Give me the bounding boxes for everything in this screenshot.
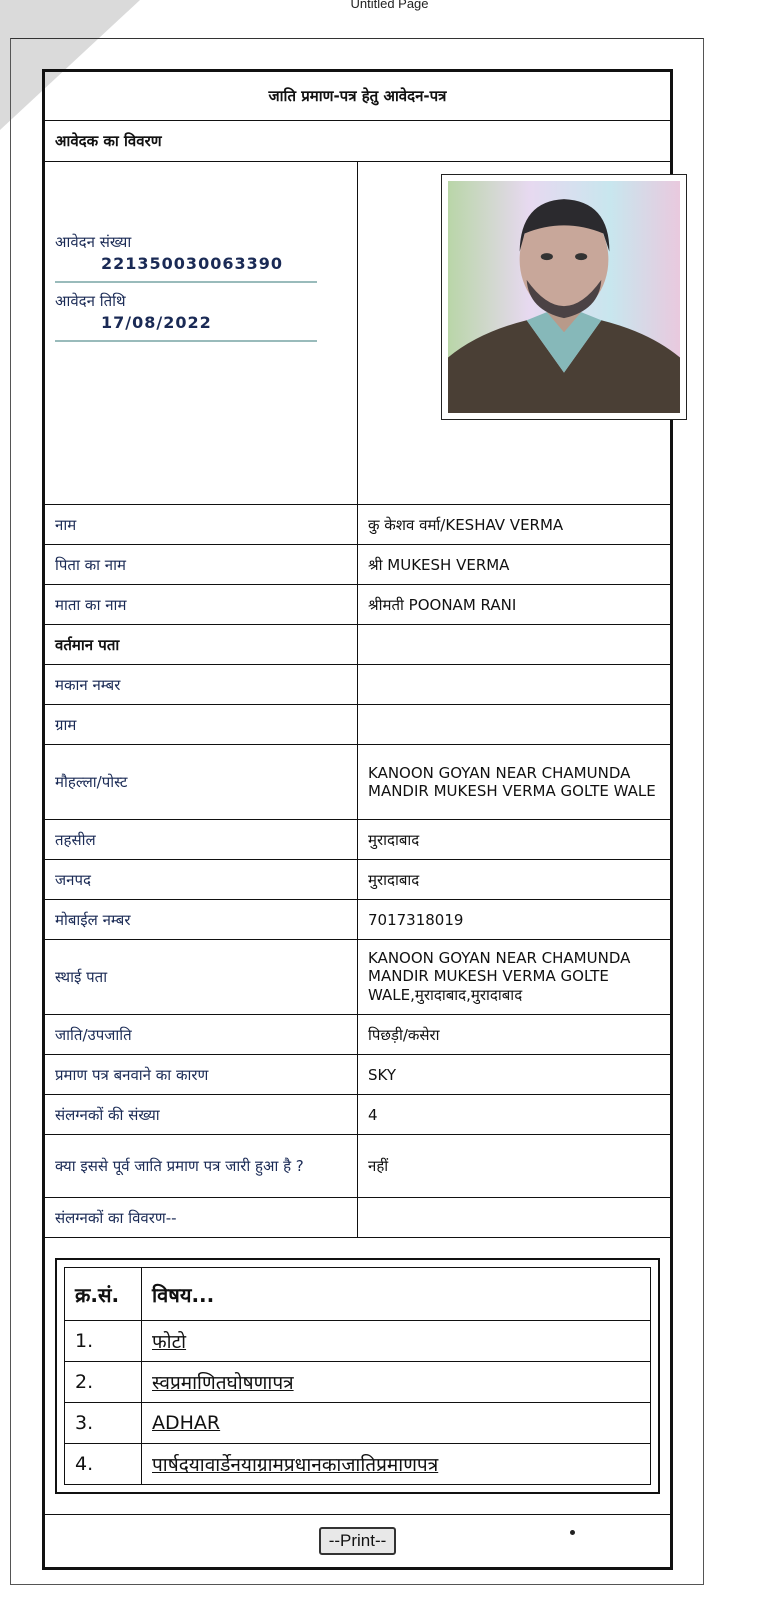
paper-speck <box>570 1530 575 1535</box>
row-permanent-address <box>45 940 671 1015</box>
field-label: तहसील <box>45 820 358 860</box>
field-label: नाम <box>45 505 358 545</box>
row-current-address <box>45 625 671 665</box>
field-label: जनपद <box>45 860 358 900</box>
row-attachment-count <box>45 1095 671 1135</box>
attachment-link-councillor-certificate[interactable]: पार्षदयावार्डेनयाग्रामप्रधानकाजातिप्रमाणपत्र <box>152 1454 439 1476</box>
attachment-link-adhar[interactable]: ADHAR <box>152 1412 221 1434</box>
attachment-cell <box>142 1321 651 1362</box>
field-value <box>358 625 671 665</box>
field-value: 4 <box>358 1095 671 1135</box>
attachments-box <box>55 1258 660 1494</box>
section-current-address: वर्तमान पता <box>45 625 358 665</box>
attachment-link-self-declaration[interactable]: स्वप्रमाणितघोषणापत्र <box>152 1372 294 1394</box>
field-label: जाति/उपजाति <box>45 1015 358 1055</box>
row-father-name <box>45 545 671 585</box>
field-value: मुरादाबाद <box>358 860 671 900</box>
field-value: श्रीमती POONAM RANI <box>358 585 671 625</box>
attachment-serial: 3. <box>65 1403 142 1444</box>
row-tehsil <box>45 820 671 860</box>
field-value <box>358 705 671 745</box>
field-value: श्री MUKESH VERMA <box>358 545 671 585</box>
field-value: KANOON GOYAN NEAR CHAMUNDA MANDIR MUKESH VERMA GOLTE WALE,मुरादाबाद,मुरादाबाद <box>358 940 671 1015</box>
field-label: स्थाई पता <box>45 940 358 1015</box>
divider <box>55 281 317 283</box>
field-value <box>358 1198 671 1238</box>
attachments-table <box>64 1267 651 1485</box>
row-house-number <box>45 665 671 705</box>
table-row <box>65 1403 651 1444</box>
field-label: क्या इससे पूर्व जाति प्रमाण पत्र जारी हुआ है ? <box>45 1135 358 1198</box>
attachments-section <box>45 1238 671 1515</box>
field-value: मुरादाबाद <box>358 820 671 860</box>
table-row <box>65 1444 651 1485</box>
row-locality-post <box>45 745 671 820</box>
application-number: 221350030063390 <box>101 254 283 273</box>
field-label: पिता का नाम <box>45 545 358 585</box>
row-mobile <box>45 900 671 940</box>
attachment-serial: 2. <box>65 1362 142 1403</box>
application-table <box>44 71 671 1568</box>
field-value: SKY <box>358 1055 671 1095</box>
attachment-cell <box>142 1444 651 1485</box>
field-value: 7017318019 <box>358 900 671 940</box>
attachment-cell <box>142 1362 651 1403</box>
browser-page-title: Untitled Page <box>350 0 429 11</box>
row-village <box>45 705 671 745</box>
field-value <box>358 665 671 705</box>
field-label: ग्राम <box>45 705 358 745</box>
caste-certificate-form <box>42 69 673 1570</box>
row-name <box>45 505 671 545</box>
section-applicant-details: आवेदक का विवरण <box>45 121 671 162</box>
field-value: कु केशव वर्मा/KESHAV VERMA <box>358 505 671 545</box>
photo-cell <box>358 162 671 505</box>
attachment-link-photo[interactable]: फोटो <box>152 1331 187 1353</box>
field-label: संलग्नकों का विवरण-- <box>45 1198 358 1238</box>
table-row <box>65 1362 651 1403</box>
applicant-photo-image <box>448 181 680 413</box>
attachment-cell <box>142 1403 651 1444</box>
form-title: जाति प्रमाण-पत्र हेतु आवेदन-पत्र <box>45 72 671 121</box>
print-button[interactable]: --Print-- <box>319 1527 397 1555</box>
col-serial-header: क्र.सं. <box>65 1268 142 1321</box>
row-previous-certificate <box>45 1135 671 1198</box>
field-value: KANOON GOYAN NEAR CHAMUNDA MANDIR MUKESH VERMA GOLTE WALE <box>358 745 671 820</box>
applicant-photo <box>441 174 687 420</box>
field-label: मकान नम्बर <box>45 665 358 705</box>
table-row <box>65 1321 651 1362</box>
col-subject-header: विषय... <box>142 1268 651 1321</box>
print-row <box>45 1515 671 1568</box>
application-date: 17/08/2022 <box>101 313 212 332</box>
field-value: नहीं <box>358 1135 671 1198</box>
row-district <box>45 860 671 900</box>
field-label: मौहल्ला/पोस्ट <box>45 745 358 820</box>
attachment-serial: 1. <box>65 1321 142 1362</box>
row-reason <box>45 1055 671 1095</box>
field-label: मोबाईल नम्बर <box>45 900 358 940</box>
application-info <box>45 162 358 505</box>
row-caste <box>45 1015 671 1055</box>
attachment-serial: 4. <box>65 1444 142 1485</box>
application-number-label: आवेदन संख्या <box>55 233 132 251</box>
row-mother-name <box>45 585 671 625</box>
divider <box>55 340 317 342</box>
field-label: संलग्नकों की संख्या <box>45 1095 358 1135</box>
field-label: माता का नाम <box>45 585 358 625</box>
field-label: प्रमाण पत्र बनवाने का कारण <box>45 1055 358 1095</box>
field-value: पिछड़ी/कसेरा <box>358 1015 671 1055</box>
row-attachment-details <box>45 1198 671 1238</box>
application-date-label: आवेदन तिथि <box>55 292 126 310</box>
